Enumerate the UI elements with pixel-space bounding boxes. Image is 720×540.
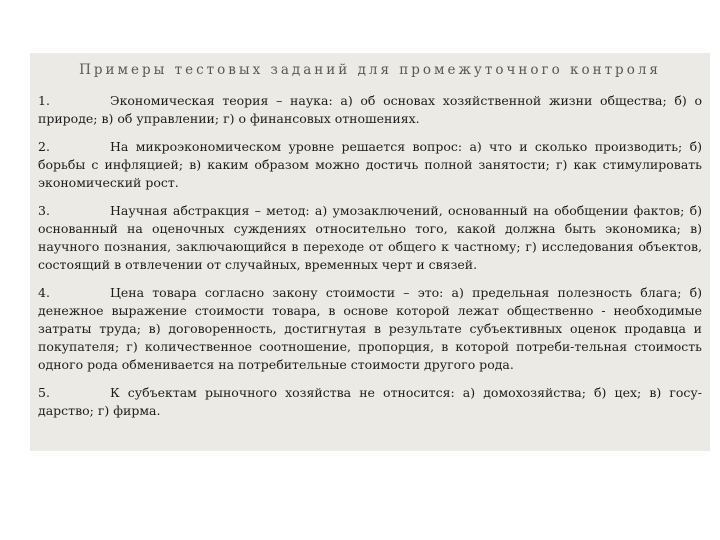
question-text: Экономическая теория – наука: а) об основах хозяйственной жизни общества; б) о природе; в) об управлении; г) о финансовых отношениях. <box>38 93 702 126</box>
question-text: На микроэкономическом уровне решается вопрос: а) что и сколько производить; б) борьбы с инфляцией; в) каким образом можно достичь полной занятости; г) как стимулировать экономический рост. <box>38 139 702 190</box>
question-4 <box>38 284 702 374</box>
question-1 <box>38 92 702 128</box>
slide-panel <box>30 53 710 451</box>
question-number: 2. <box>38 139 50 154</box>
question-text: Научная абстракция – метод: а) умозаключений, основанный на обобщении фактов; б) основанный на оценочных суждениях относительно того, какой должна быть экономика; в) научного познания, заключающийся в переходе от общего к частному; г) исследования объектов, состоящий в отвлечении от случайных, временных черт и связей. <box>38 203 702 272</box>
question-text: К субъектам рыночного хозяйства не относится: а) домохозяйства; б) цех; в) госу-дарство; г) фирма. <box>38 385 702 418</box>
question-2 <box>38 138 702 192</box>
question-5 <box>38 384 702 420</box>
question-number: 5. <box>38 385 50 400</box>
slide-title: Примеры тестовых заданий для промежуточного контроля <box>79 62 661 78</box>
question-number: 4. <box>38 285 50 300</box>
question-text: Цена товара согласно закону стоимости – это: а) предельная полезность блага; б) денежное выражение стоимости товара, в основе которой лежат общественно - необходимые затраты труда; в) договоренность, достигнутая в результате субъективных оценок продавца и покупателя; г) количественное соотношение, пропорция, в которой потреби-тельная стоимость одного рода обменивается на потребительные стоимости другого рода. <box>38 285 702 372</box>
question-number: 1. <box>38 93 50 108</box>
question-number: 3. <box>38 203 50 218</box>
question-3 <box>38 202 702 274</box>
